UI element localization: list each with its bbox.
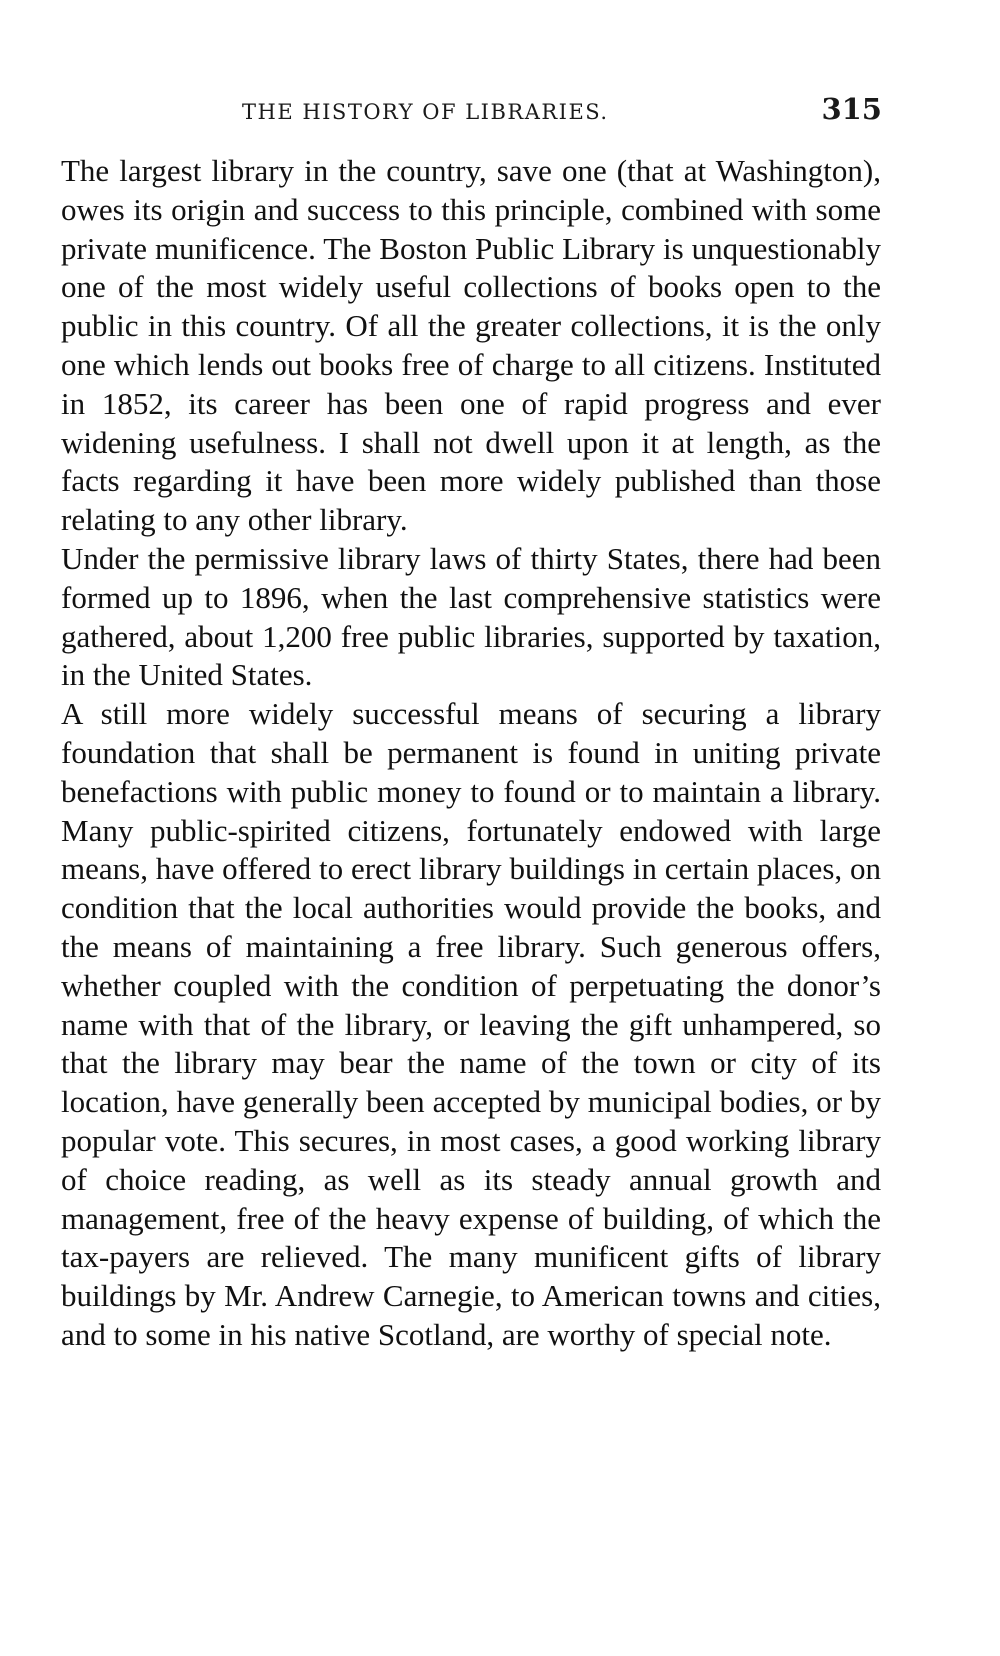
paragraph-private-benefactions: A still more widely successful means of securing a library foundation that shall be permanent is found in uniting private benefactions with public money to found or to maintain a library. Many public-spirited citizens, fortunately endowed with large means, have offered to erect library buildings in certain places, on condition that the local authorities would provide the books, and the means of maintaining a free library. Such generous offers, whether coupled with the condition of perpetuating the donor’s name with that of the library, or leaving the gift unhampered, so that the library may bear the name of the town or city of its location, have generally been accepted by municipal bodies, or by popular vote. This secures, in most cases, a good working library of choice reading, as well as its steady annual growth and management, free of the heavy expense of building, of which the tax-payers are relieved. The many munificent gifts of library buildings by Mr. Andrew Carnegie, to American towns and cities, and to some in his native Scotland, are worthy of special note. (61, 696, 881, 1352)
page-number: 315 (821, 92, 882, 126)
paragraph-boston-library: The largest library in the country, save one (that at Washington), owes its origin and success to this principle, combined with some private munificence. The Boston Public Library is unquestionably one of the most widely useful collections of books open to the public in this country. Of all the greater collections, it is the only one which lends out books free of charge to all citizens. Instituted in 1852, its career has been one of rapid progress and ever widening usefulness. I shall not dwell upon it at length, as the facts regarding it have been more widely published than those relating to any other library. (61, 153, 881, 538)
body-text (61, 152, 881, 1355)
paragraph-library-laws: Under the permissive library laws of thirty States, there had been formed up to 1896, when the last comprehensive statistics were gathered, about 1,200 free public libraries, supported by taxation, in the United States. (61, 540, 881, 693)
running-header (62, 92, 882, 132)
running-title: THE HISTORY OF LIBRARIES. (242, 100, 609, 124)
